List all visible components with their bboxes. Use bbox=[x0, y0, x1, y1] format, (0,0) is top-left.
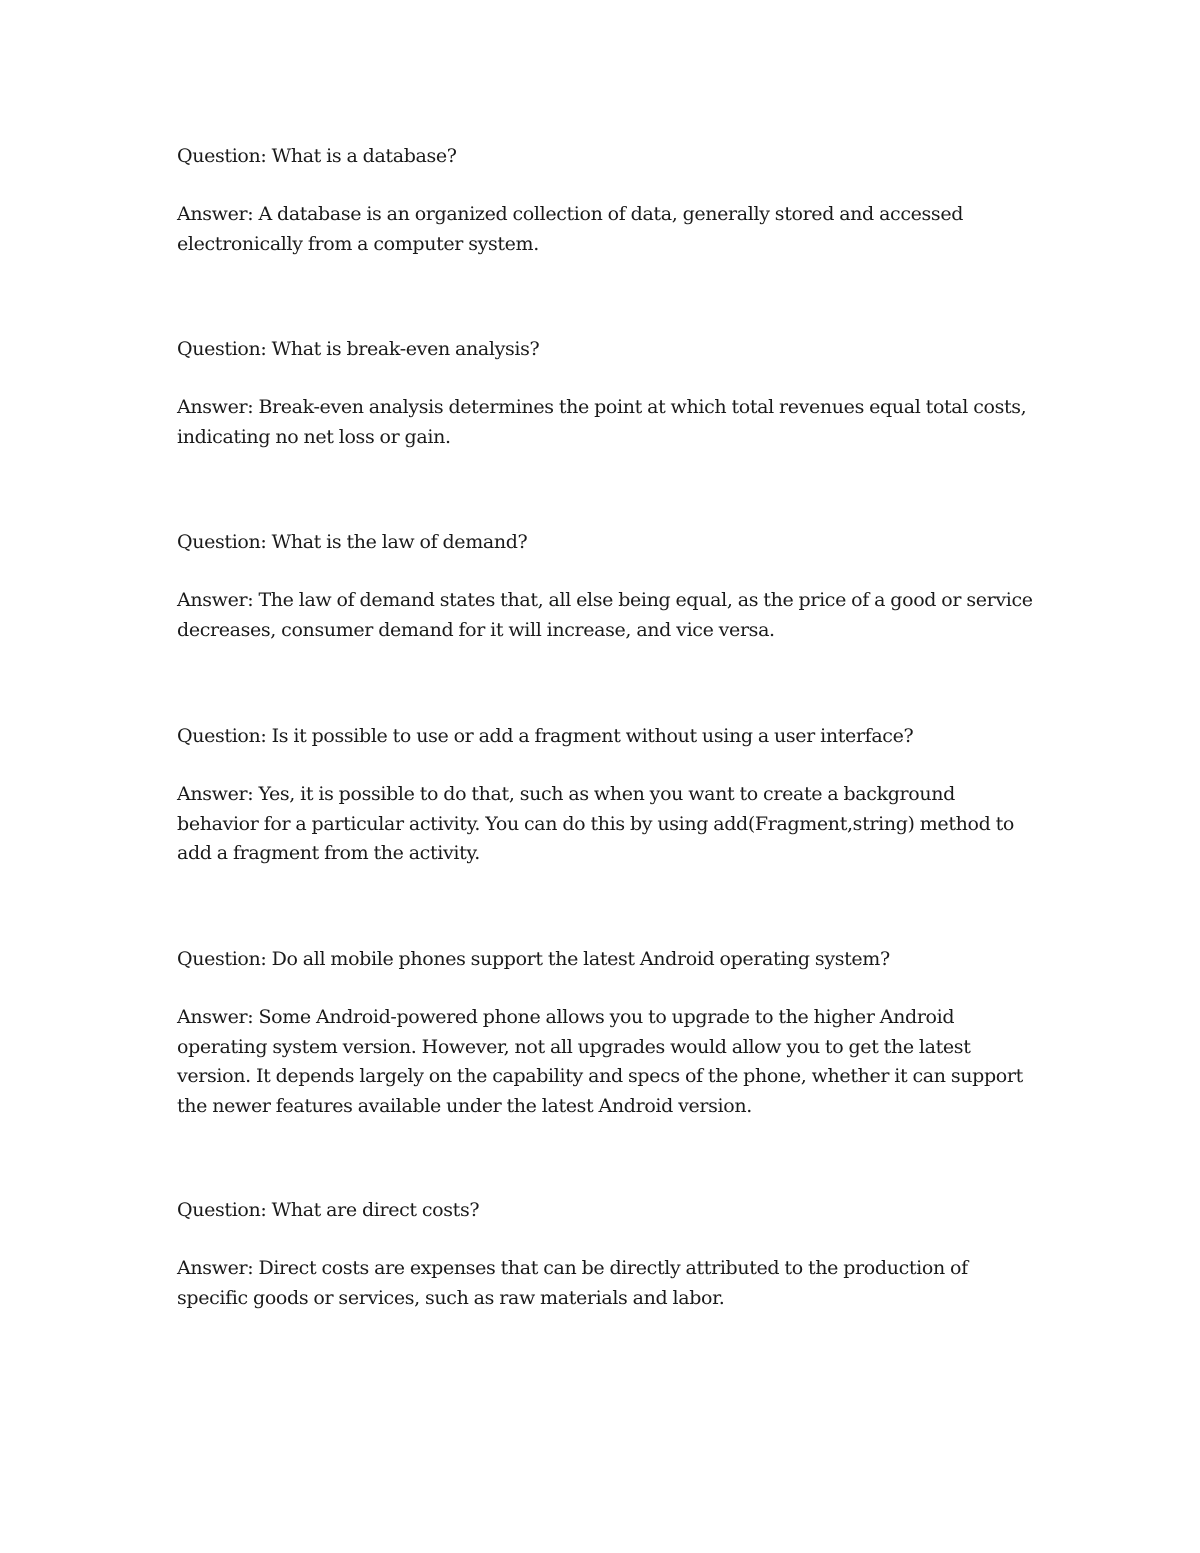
question-text: Question: What is a database? bbox=[177, 145, 457, 167]
question-text: Question: What are direct costs? bbox=[177, 1199, 480, 1221]
answer-text: Answer: Some Android-powered phone allows you to upgrade to the higher Android operating system version. However, not all upgrades would allow you to get the latest version. It depends largely on the capability and specs of the phone, whether it can support the newer features available under the latest Android version. bbox=[177, 1006, 1023, 1117]
question-text: Question: Is it possible to use or add a fragment without using a user interface? bbox=[177, 725, 914, 747]
answer-text: Answer: A database is an organized collection of data, generally stored and accessed electronically from a computer system. bbox=[177, 203, 964, 255]
question-text: Question: What is the law of demand? bbox=[177, 531, 528, 553]
answer-text: Answer: Break-even analysis determines the point at which total revenues equal total costs, indicating no net loss or gain. bbox=[177, 396, 1027, 448]
answer-text: Answer: Yes, it is possible to do that, such as when you want to create a background behavior for a particular activity. You can do this by using add(Fragment,string) method to add a fragment from the activity. bbox=[177, 783, 1014, 864]
answer-text: Answer: The law of demand states that, all else being equal, as the price of a good or service decreases, consumer demand for it will increase, and vice versa. bbox=[177, 589, 1033, 641]
question-text: Question: What is break-even analysis? bbox=[177, 338, 540, 360]
answer-text: Answer: Direct costs are expenses that can be directly attributed to the production of specific goods or services, such as raw materials and labor. bbox=[177, 1257, 968, 1309]
question-text: Question: Do all mobile phones support the latest Android operating system? bbox=[177, 948, 890, 970]
